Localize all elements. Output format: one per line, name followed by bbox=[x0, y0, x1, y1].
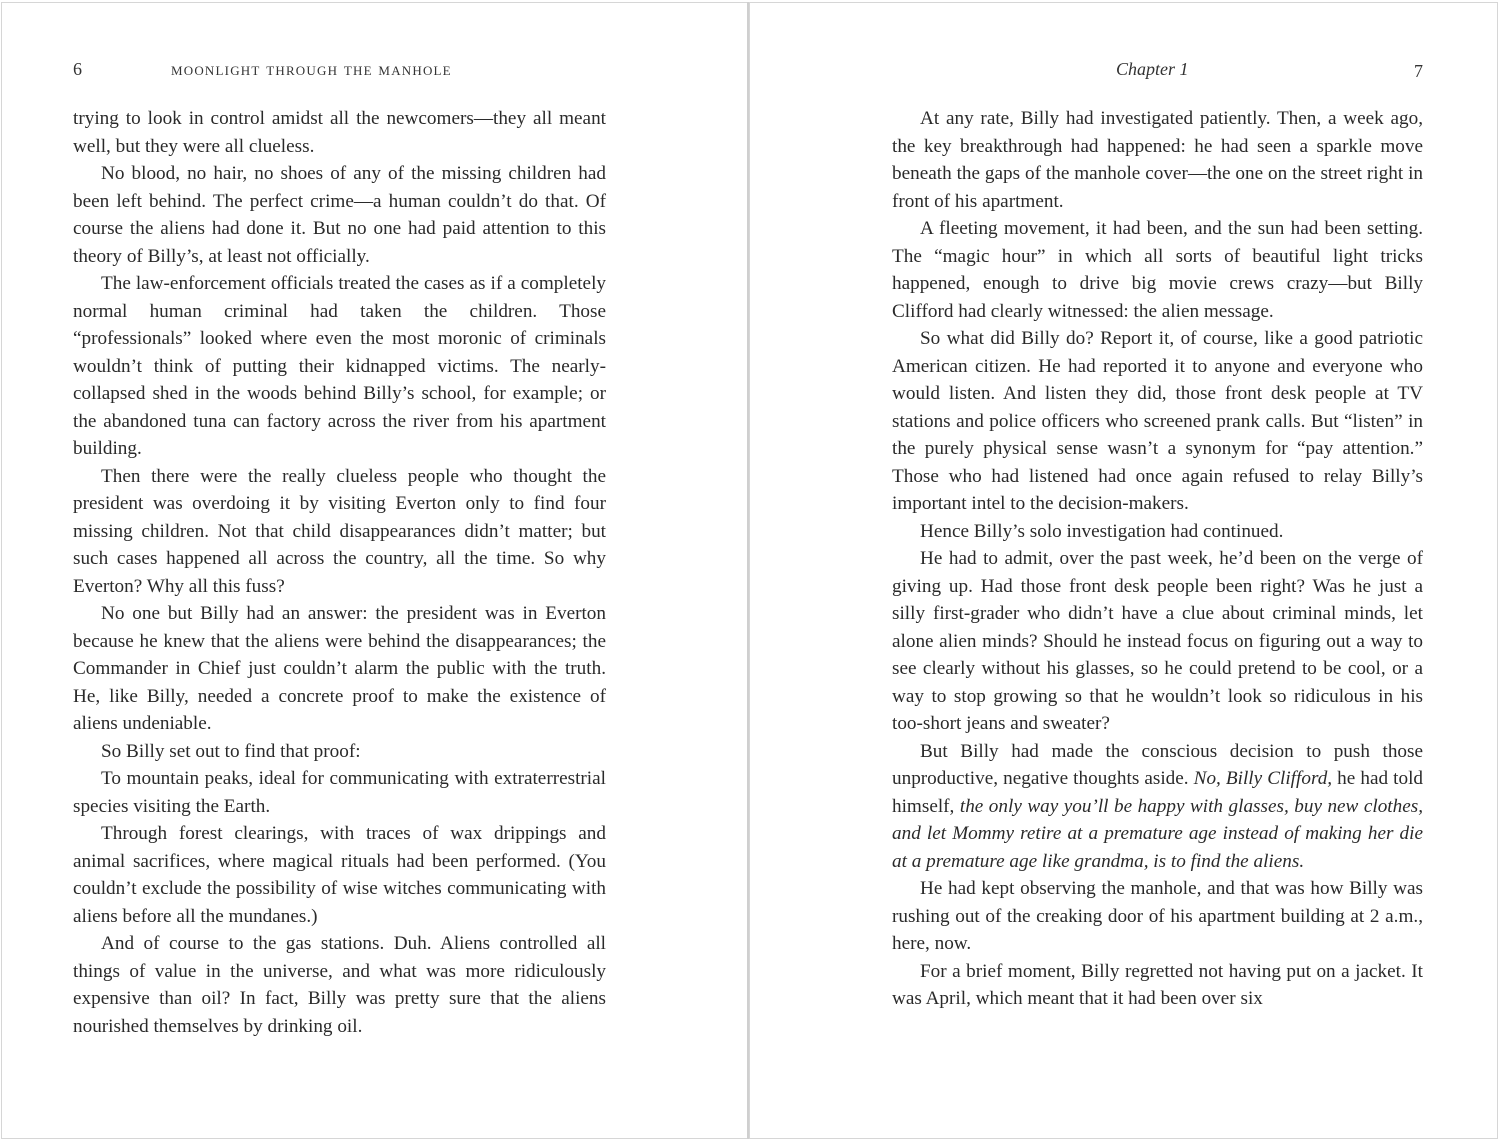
paragraph: He had kept observing the manhole, and that was how Billy was rushing out of the creaking door of his apartment building at 2 a.m., here, now. bbox=[892, 878, 1423, 954]
paragraph: He had to admit, over the past week, he’d been on the verge of giving up. Had those front desk people been right? Was he just a silly first-grader who didn’t have a clue about criminal minds, let alone alien minds? Should he instead focus on figuring out a way to see clearly without his glasses, so he could pretend to be cool, or a way to stop growing so that he wouldn’t look so ridiculous in his too-short jeans and sweater? bbox=[892, 548, 1423, 734]
paragraph: No one but Billy had an answer: the president was in Everton because he knew that the aliens were behind the disappearances; the Commander in Chief just couldn’t alarm the public with the truth. He, like Billy, needed a concrete proof to make the existence of aliens undeniable. bbox=[73, 603, 606, 734]
running-head-book-title: moonlight through the manhole bbox=[171, 59, 452, 79]
paragraph-text: But Billy had made the conscious decision to push those unproductive, negative thoughts aside. bbox=[892, 740, 1423, 789]
paragraph: Hence Billy’s solo investigation had continued. bbox=[920, 520, 1284, 542]
right-page-header bbox=[892, 57, 1423, 81]
right-page-body bbox=[892, 105, 1423, 1013]
italic-thought: No, Billy Clifford, bbox=[1193, 768, 1333, 789]
running-head-chapter: Chapter 1 bbox=[1116, 59, 1189, 79]
paragraph: To mountain peaks, ideal for communicating with extraterrestrial species visiting the Earth. bbox=[73, 768, 606, 817]
paragraph: So what did Billy do? Report it, of course, like a good patriotic American citizen. He had reported it to anyone and everyone who would listen. And listen they did, those front desk people at TV stations and police officers who screened prank calls. But “listen” in the purely physical sense wasn’t a synonym for “pay attention.” Those who had listened had once again refused to relay Billy’s important intel to the decision-makers. bbox=[892, 328, 1423, 514]
paragraph: No blood, no hair, no shoes of any of the missing children had been left behind. The perfect crime—a human couldn’t do that. Of course the aliens had done it. But no one had paid attention to this theory of Billy’s, at least not officially. bbox=[73, 163, 606, 267]
paragraph: Then there were the really clueless people who thought the president was overdoing it by visiting Everton only to find four missing children. Not that child disappearances didn’t matter; but such cases happened all across the country, all the time. So why Everton? Why all this fuss? bbox=[73, 465, 606, 597]
paragraph: The law-enforcement officials treated the cases as if a completely normal human criminal had taken the children. Those “professionals” looked where even the most moronic of criminals wouldn’t think of putting their kidnapped victims. The nearly-collapsed shed in the woods behind Billy’s school, for example; or the abandoned tuna can factory across the river from his apartment building. bbox=[73, 273, 606, 459]
paragraph: So Billy set out to find that proof: bbox=[101, 740, 361, 762]
paragraph-with-inner-monologue bbox=[892, 738, 1423, 876]
paragraph: A fleeting movement, it had been, and the sun had been setting. The “magic hour” in which all sorts of beautiful light tricks happened, enough to drive big movie crews crazy—but Billy Clifford had clearly witnessed: the alien message. bbox=[892, 218, 1423, 322]
paragraph: For a brief moment, Billy regretted not having put on a jacket. It was April, which meant that it had been over six bbox=[892, 960, 1423, 1009]
paragraph: Through forest clearings, with traces of wax drippings and animal sacrifices, where magical rituals had been performed. (You couldn’t exclude the possibility of wise witches communicating with aliens before all the mundanes.) bbox=[73, 823, 606, 927]
left-page-header bbox=[73, 57, 606, 81]
paragraph: trying to look in control amidst all the newcomers—they all meant well, but they were all clueless. bbox=[73, 108, 606, 157]
paragraph: And of course to the gas stations. Duh. Aliens controlled all things of value in the universe, and what was more ridiculously expensive than oil? In fact, Billy was pretty sure that the aliens nourished themselves by drinking oil. bbox=[73, 933, 606, 1037]
paragraph-text: he had told himself, bbox=[892, 768, 1423, 817]
page-number: 7 bbox=[1414, 61, 1423, 81]
right-page bbox=[749, 2, 1498, 1139]
left-page bbox=[1, 2, 748, 1139]
left-page-body bbox=[73, 105, 606, 1040]
paragraph: At any rate, Billy had investigated patiently. Then, a week ago, the key breakthrough had happened: he had seen a sparkle move beneath the gaps of the manhole cover—the one on the street right in front of his apartment. bbox=[892, 108, 1423, 212]
page-number: 6 bbox=[73, 59, 82, 79]
italic-thought: the only way you’ll be happy with glasses, buy new clothes, and let Mommy retire at a premature age instead of making her die at a premature age like grandma, is to find the aliens. bbox=[892, 795, 1424, 872]
